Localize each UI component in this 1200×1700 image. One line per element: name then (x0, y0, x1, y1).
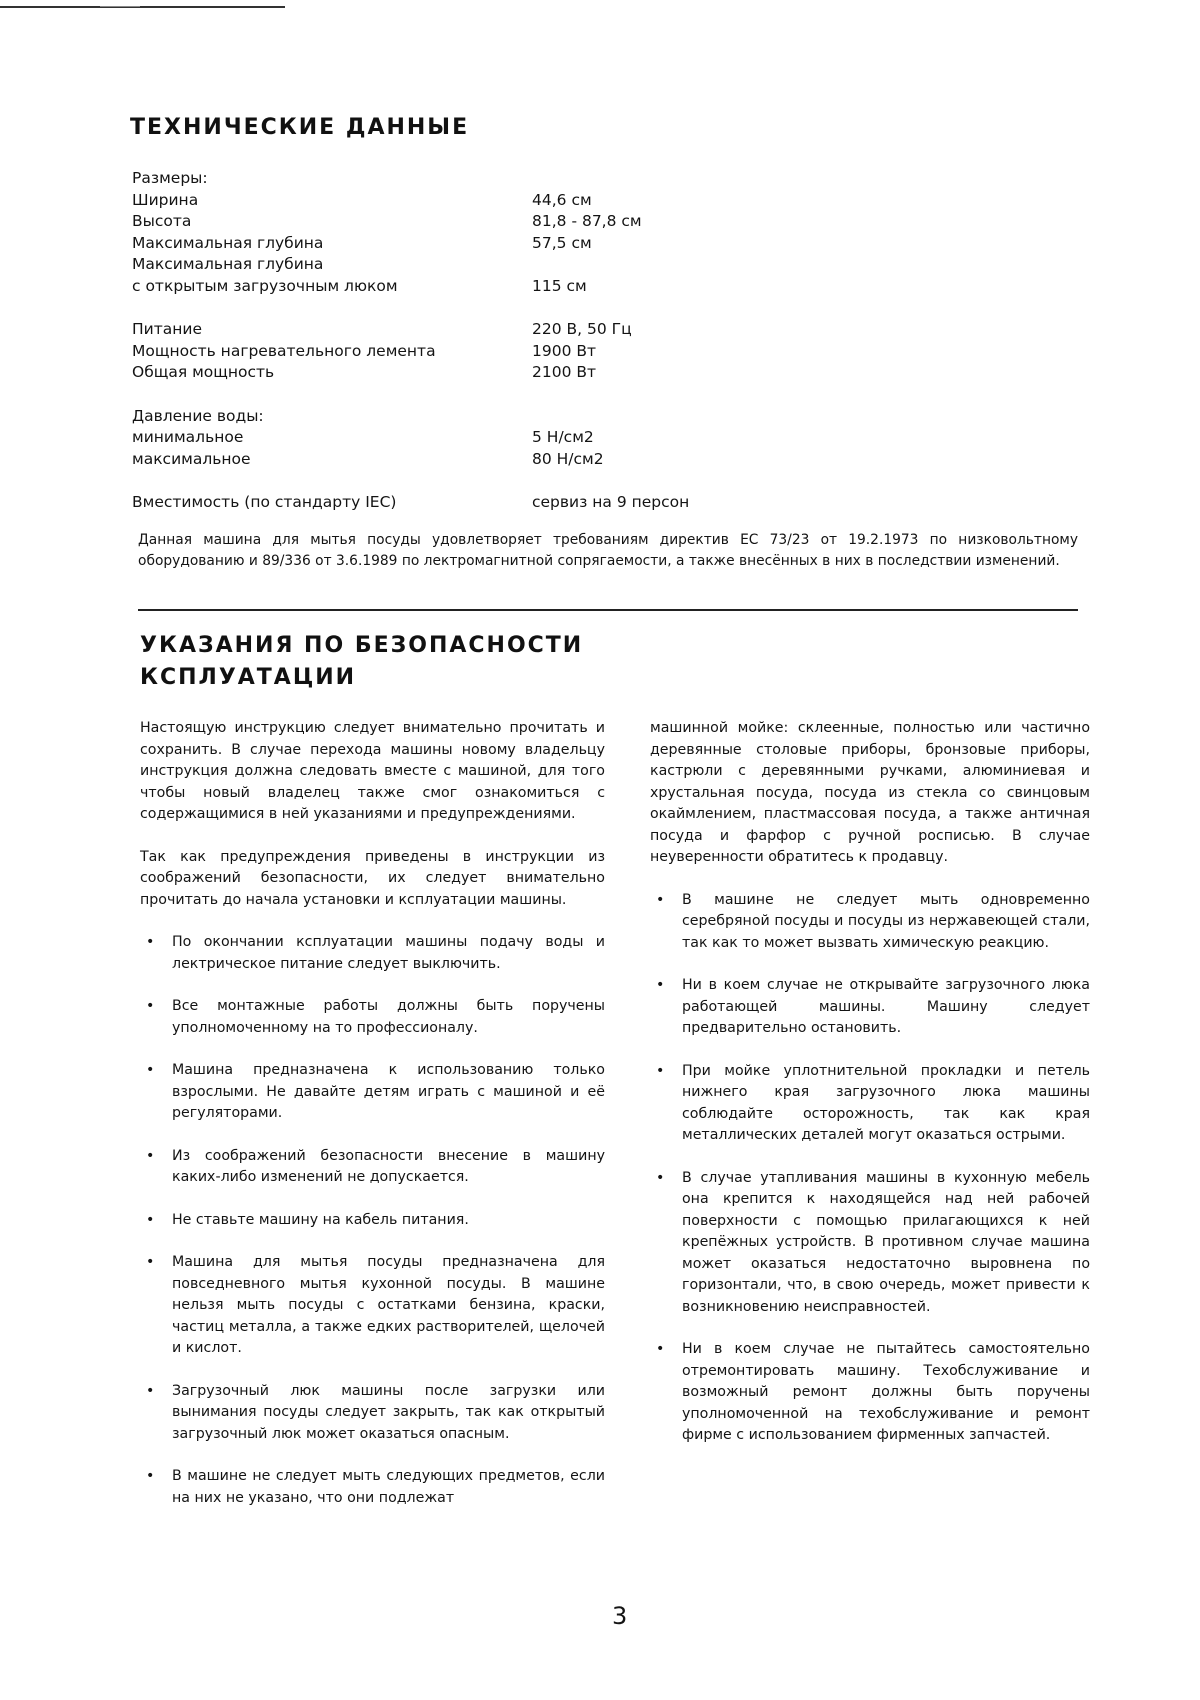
spec-value: 5 Н/см2 (532, 428, 594, 446)
spec-label: с открытым загрузочным люком (132, 276, 398, 295)
spec-row (132, 190, 772, 212)
bullet-text: Ни в коем случае не пытайтесь самостоятельно отремонтировать машину. Техобслуживание и возможный ремонт должны быть поручены уполномоченной на техобслуживание и ремонт фирме с использованием фирменных запчастей. (682, 1341, 1090, 1443)
bullet-text: По окончании ксплуатации машины подачу воды и лектрическое питание следует выключить. (172, 934, 605, 972)
bullet-text: В машине не следует мыть одновременно серебряной посуды и посуды из нержавеющей стали, так как то может вызвать химическую реакцию. (682, 891, 1090, 951)
bullet-text: Машина для мытья посуды предназначена для повседневного мытья кухонной посуды. В машине нельзя мыть посуды с остатками бензина, краски, частиц металла, а также едких растворителей, щелочей и кислот. (172, 1254, 605, 1356)
spec-value (532, 254, 772, 276)
spec-label: Вместимость (по стандарту IEC) (132, 493, 397, 511)
spec-row (132, 492, 772, 514)
safety-bullet-item (650, 975, 1090, 1040)
bullet-icon: • (146, 1382, 155, 1399)
bullet-text: При мойке уплотнительной прокладки и петель нижнего края загрузочного люка машины соблюдайте осторожность, так как края металлических деталей могут оказаться острыми. (682, 1062, 1090, 1143)
spec-label: Максимальная глубина (132, 255, 324, 273)
bullet-text: В случае утапливания машины в кухонную мебель она крепится к находящейся над ней рабочей поверхности с помощью прилагающихся к ней крепёжных устройств. В противном случае машина может оказаться недостаточно выровнена по горизонтали, что, в свою очередь, может привести к возникновению неисправностей. (682, 1169, 1090, 1315)
tech-data-title: ТЕХНИЧЕСКИЕ ДАННЫЕ (130, 115, 470, 140)
continued-paragraph: машинной мойке: склеенные, полностью или частично деревянные столовые приборы, бронзовые приборы, кастрюли с деревянными ручками, алюминиевая и хрустальная посуда, посуда из стекла со свинцовым окаймлением, пластмассовая посуда, а также античная посуда и фарфор с ручной росписью. В случае неуверенности обратитесь к продавцу. (650, 720, 1090, 865)
spec-label: Высота (132, 212, 192, 230)
safety-bullet-item (140, 1146, 605, 1189)
bullet-text: Из соображений безопасности внесение в машину каких-либо изменений не допускается. (172, 1147, 605, 1185)
safety-title-line2: КСПЛУАТАЦИИ (140, 665, 357, 690)
spec-label: максимальное (132, 449, 251, 468)
spec-row (132, 362, 772, 384)
spec-row (132, 233, 772, 255)
bullet-icon: • (146, 934, 155, 950)
scan-edge-line (0, 6, 285, 8)
safety-title (140, 630, 583, 694)
bullet-text: В машине не следует мыть следующих предметов, если на них не указано, что они подлежат (172, 1468, 605, 1506)
section-divider (138, 609, 1078, 611)
spec-row (132, 341, 772, 363)
safety-bullet-item (140, 1252, 605, 1360)
bullet-icon: • (146, 998, 155, 1014)
page-number: 3 (612, 1602, 628, 1630)
spec-value: 115 см (532, 276, 587, 295)
compliance-paragraph: Данная машина для мытья посуды удовлетворяет требованиям директив ЕС 73/23 от 19.2.1973 по низковольтному оборудованию и 89/336 от 3.6.1989 по лектромагнитной сопрягаемости, а также внесённых в них в последствии изменений. (138, 532, 1078, 569)
bullet-text: Все монтажные работы должны быть поручены уполномоченному на то профессионалу. (172, 998, 605, 1036)
spec-row (132, 449, 772, 471)
safety-bullet-item (650, 1339, 1090, 1447)
spec-group-heading: Давление воды: (132, 406, 264, 425)
bullet-icon: • (656, 1062, 665, 1079)
safety-bullet-item (140, 1381, 605, 1446)
spec-group (132, 168, 772, 297)
spec-label: минимальное (132, 428, 244, 446)
safety-column-left (140, 718, 605, 1530)
spec-group (132, 406, 772, 471)
scan-edge-line-thin (100, 6, 140, 7)
safety-bullet-item (140, 932, 605, 975)
safety-bullet-item (140, 1210, 605, 1232)
spec-label: Питание (132, 320, 202, 338)
safety-bullet-item (140, 1060, 605, 1125)
bullet-icon: • (656, 1341, 665, 1357)
spec-row (132, 427, 772, 449)
bullet-icon: • (656, 977, 665, 993)
spec-row (132, 211, 772, 233)
spec-value: 57,5 см (532, 233, 592, 252)
safety-title-line1: УКАЗАНИЯ ПО БЕЗОПАСНОСТИ (140, 633, 584, 658)
spec-table (132, 168, 772, 536)
bullet-icon: • (146, 1211, 155, 1228)
bullet-icon: • (146, 1062, 155, 1078)
safety-bullet-item (650, 1061, 1090, 1147)
bullet-icon: • (146, 1147, 155, 1164)
bullet-icon: • (146, 1254, 155, 1270)
intro-paragraph-2: Так как предупреждения приведены в инструкции из соображений безопасности, их следует внимательно прочитать до начала установки и ксплуатации машины. (140, 848, 605, 908)
spec-group (132, 319, 772, 384)
spec-value: 220 В, 50 Гц (532, 320, 632, 338)
spec-value: 44,6 см (532, 190, 592, 209)
spec-row (132, 276, 772, 298)
spec-value: сервиз на 9 персон (532, 493, 690, 511)
spec-value: 80 Н/см2 (532, 449, 604, 468)
bullet-icon: • (656, 891, 665, 908)
spec-label: Общая мощность (132, 363, 275, 381)
safety-bullet-item (650, 890, 1090, 955)
spec-row (132, 319, 772, 341)
spec-value: 1900 Вт (532, 341, 597, 360)
bullet-icon: • (146, 1468, 155, 1484)
bullet-icon: • (656, 1169, 665, 1186)
safety-bullet-item (140, 996, 605, 1039)
bullet-text: Не ставьте машину на кабель питания. (172, 1211, 469, 1228)
bullet-text: Машина предназначена к использованию только взрослыми. Не давайте детям играть с машиной и её регуляторами. (172, 1062, 605, 1121)
spec-value: 81,8 - 87,8 см (532, 212, 642, 230)
safety-column-right (650, 718, 1090, 1468)
spec-group (132, 492, 772, 514)
spec-label: Ширина (132, 190, 199, 209)
safety-bullet-item (650, 1168, 1090, 1319)
bullet-text: Ни в коем случае не открывайте загрузочного люка работающей машины. Машину следует предварительно остановить. (682, 977, 1090, 1036)
spec-label: Мощность нагревательного лемента (132, 341, 436, 360)
spec-value: 2100 Вт (532, 363, 597, 381)
spec-group-heading: Размеры: (132, 169, 208, 187)
spec-label: Максимальная глубина (132, 233, 324, 252)
bullet-text: Загрузочный люк машины после загрузки или вынимания посуды следует закрыть, так как открытый загрузочный люк может оказаться опасным. (172, 1382, 605, 1442)
intro-paragraph-1: Настоящую инструкцию следует внимательно прочитать и сохранить. В случае перехода машины новому владельцу инструкция должна следовать вместе с машиной, для того чтобы новый владелец также смог ознакомиться с содержащимися в ней указаниями и предупреждениями. (140, 720, 605, 822)
spec-row (132, 254, 772, 276)
safety-bullet-item (140, 1466, 605, 1509)
